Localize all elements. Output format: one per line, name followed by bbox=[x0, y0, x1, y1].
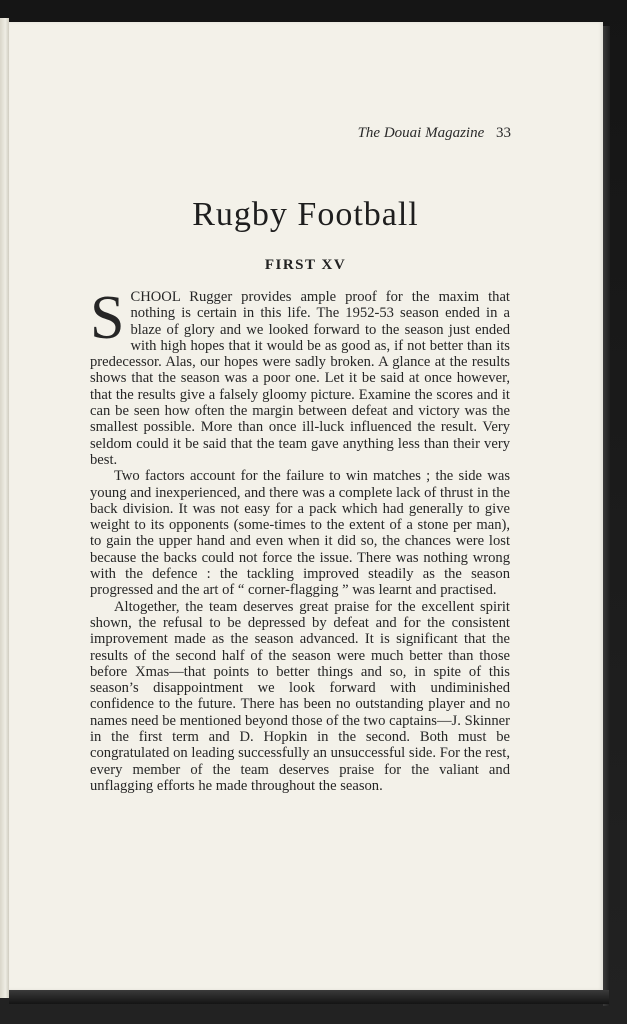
paragraph-1-text: CHOOL Rugger provides ample proof for the maxim that nothing is certain in this life. The 1952-53 season ended in a blaze of glory and we looked forward to the season just ended with high hopes that it would be as good as, if not better than its predecessor. Alas, our hopes were sadly broken. A glance at the results shows that the season was a poor one. Let it be said at once however, that the results give a falsely gloomy picture. Examine the scores and it can be seen how often the margin between defeat and victory was the smallest possible. More than once ill-luck influenced the result. Very seldom could it be said that the team gave anything less than their very best. bbox=[90, 289, 510, 468]
paragraph-3: Altogether, the team deserves great praise for the excellent spirit shown, the refusal to be depressed by defeat and for the consistent improvement made as the season advanced. It is significant that the results of the second half of the season were much better than those before Xmas—that points to better things and so, in spite of this season’s disappointment we look forward with undiminished confidence to the future. There has been no outstanding player and no names need be mentioned beyond those of the two captains—J. Skinner in the first term and D. Hopkin in the second. Both must be congratulated on leading successfully an unsuccessful side. For the rest, every member of the team deserves praise for the valiant and unflagging efforts he made throughout the season. bbox=[90, 598, 510, 794]
paragraph-2: Two factors account for the failure to win matches ; the side was young and inexperienced, and there was a complete lack of thrust in the back division. It was not easy for a pack which had generally to give weight to its opponents (some-times to the extent of a stone per man), to gain the upper hand and even when it did so, the chances were lost because the backs could not force the issue. There was nothing wrong with the defence : the tackling improved steadily as the season progressed and the art of “ corner-flagging ” was learnt and practised. bbox=[90, 468, 510, 599]
book-spine-edge bbox=[603, 26, 610, 1006]
page-bottom-shadow bbox=[9, 990, 609, 1004]
paragraph-1 bbox=[90, 284, 510, 468]
article-title: Rugby Football bbox=[192, 196, 419, 233]
article-body bbox=[90, 284, 510, 794]
page-number: 33 bbox=[496, 125, 511, 141]
article-subtitle: FIRST XV bbox=[264, 257, 347, 273]
running-header bbox=[100, 125, 511, 142]
facing-page-edge bbox=[0, 18, 9, 998]
drop-cap: S bbox=[90, 284, 125, 352]
magazine-name: The Douai Magazine bbox=[357, 125, 485, 141]
